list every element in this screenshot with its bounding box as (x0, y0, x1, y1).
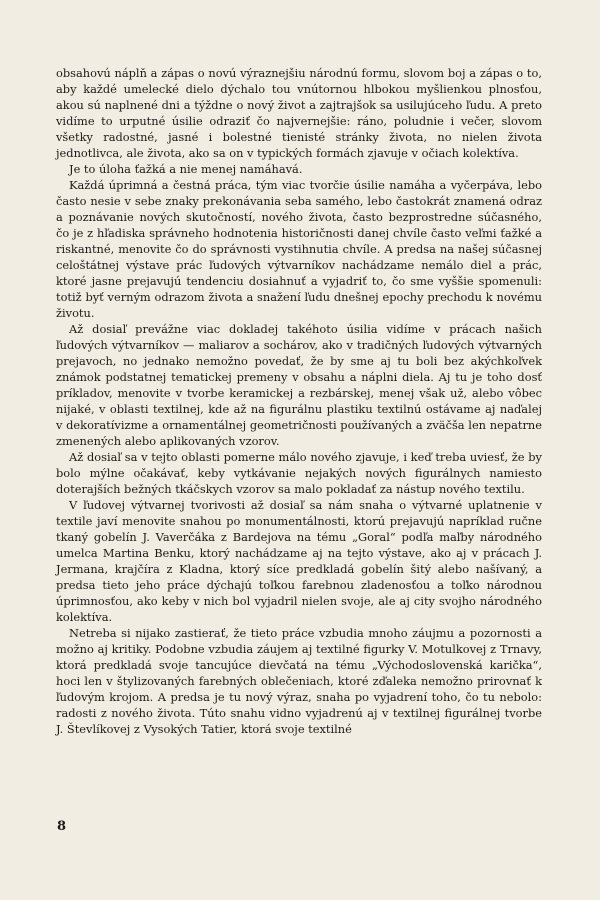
paragraph-3: Každá úprimná a čestná práca, tým viac tvorčie úsilie namáha a vyčerpáva, lebo často nesie v sebe znaky prekonávania seba samého, lebo častokrát znamená odraz a poznávanie nových skutočností, nového života, často bezprostredne súčasného, čo je z hľadiska správneho hodnotenia historičnosti danej chvíle často veľmi ťažké a riskantné, menovite čo do správnosti vystihnutia chvíle. A predsa na našej súčasnej celoštátnej výstave prác ľudových výtvarníkov nachádzame nemálo diel a prác, ktoré jasne prejavujú tendenciu dosiahnuť a vyjadriť to, čo sme vyššie spomenuli: totiž byť verným odrazom života a snažení ľudu dnešnej epochy prechodu k novému životu. (56, 178, 542, 320)
paragraph-5: Až dosiaľ sa v tejto oblasti pomerne málo nového zjavuje, i keď treba uviesť, že by bolo mýlne očakávať, keby vytkávanie nejakých nových figurálnych namiesto doterajších bežných tkáčskych vzorov sa malo pokladať za nástup nového textilu. (56, 450, 542, 496)
paragraph-6: V ľudovej výtvarnej tvorivosti až dosiaľ sa nám snaha o výtvarné uplatnenie v textile javí menovite snahou po monumentálnosti, ktorú prejavujú napríklad ručne tkaný gobelín J. Vaverčáka z Bardejova na tému „Goral“ podľa maľby národného umelca Martina Benku, ktorý nachádzame aj na tejto výstave, ako aj v prácach J. Jermana, krajčíra z Kladna, ktorý síce predkladá gobelín šitý alebo našívaný, a predsa tieto jeho práce dýchajú toľkou farebnou zladenosťou a toľko národnou úprimnosťou, ako keby v nich bol vyjadril nielen svoje, ale aj city svojho národného kolektíva. (56, 498, 542, 624)
page-number: 8 (57, 819, 67, 834)
paragraph-2: Je to úloha ťažká a nie menej namáhavá. (69, 162, 303, 176)
paragraph-4: Až dosiaľ prevážne viac dokladej takéhoto úsilia vidíme v prácach našich ľudových výtvarníkov — maliarov a sochárov, ako v tradičných ľudových výtvarných prejavoch, no jednako nemožno povedať, že by sme aj tu boli bez akýchkoľvek známok podstatnej tematickej premeny v obsahu a náplni diela. Aj tu je toho dosť príkladov, menovite v tvorbe keramickej a rezbárskej, menej však už, alebo vôbec nijaké, v oblasti textilnej, kde až na figurálnu plastiku textilnú ostávame aj naďalej v dekoratívizme a ornamentálnej geometričnosti používaných a zväčša len nepatrne zmenených alebo aplikovaných vzorov. (56, 322, 542, 448)
paragraph-1: obsahovú náplň a zápas o novú výraznejšiu národnú formu, slovom boj a zápas o to, aby každé umelecké dielo dýchalo tou vnútornou hlbokou myšlienkou plnosťou, akou sú naplnené dni a týždne o nový život a zajtrajšok sa usilujúceho ľudu. A preto vidíme to urputné úsilie odraziť čo najvernejšie: ráno, poludnie i večer, slovom všetky radostné, jasné i bolestné tienisté stránky života, no nielen života jednotlivca, ale života, ako sa on v typických formách zjavuje v očiach kolektíva. (56, 66, 542, 160)
paragraph-7: Netreba si nijako zastierať, že tieto práce vzbudia mnoho záujmu a pozornosti a možno aj kritiky. Podobne vzbudia záujem aj textilné figurky V. Motulkovej z Trnavy, ktorá predkladá svoje tancujúce dievčatá na tému „Východoslovenská karička“, hoci len v štylizovaných farebných oblečeniach, ktoré zďaleka nemožno prirovnať k ľudovým krojom. A predsa je tu nový výraz, snaha po vyjadrení toho, čo tu nebolo: radosti z nového života. Túto snahu vidno vyjadrenú aj v textilnej figurálnej tvorbe J. Števlíkovej z Vysokých Tatier, ktorá svoje textilné (56, 626, 542, 736)
body-text (56, 65, 542, 737)
